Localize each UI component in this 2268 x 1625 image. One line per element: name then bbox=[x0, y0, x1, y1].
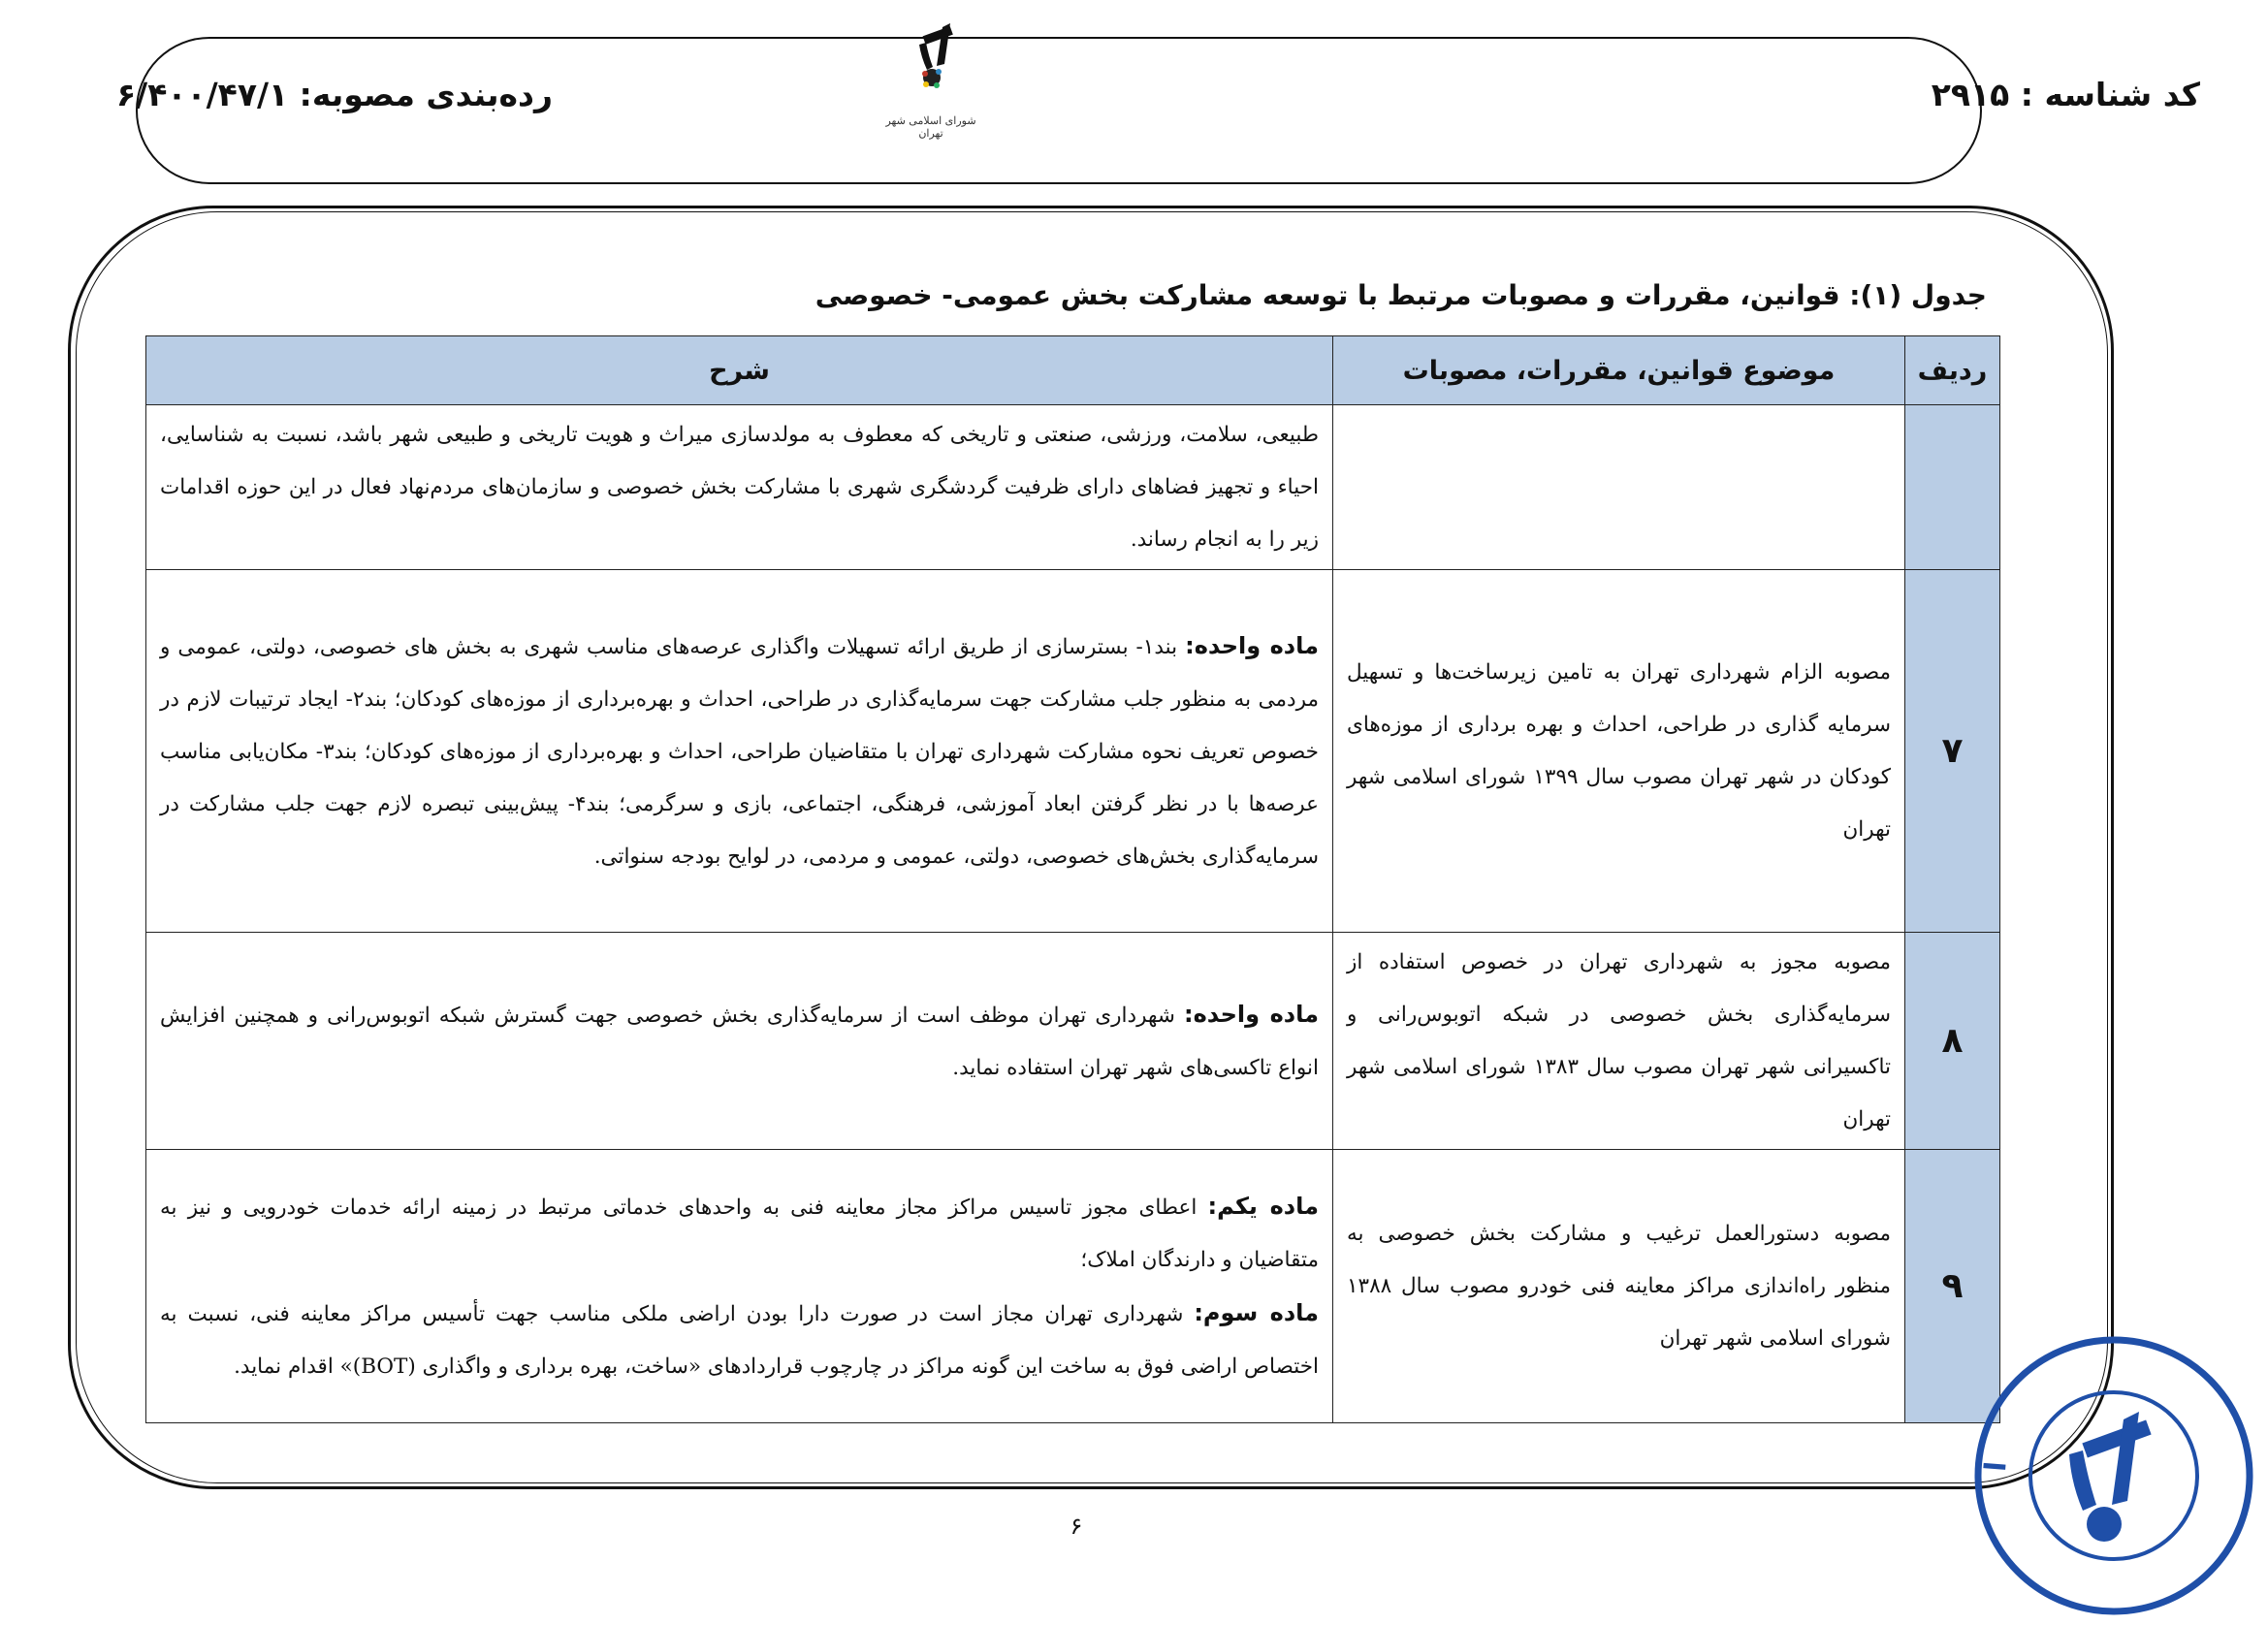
row-subject bbox=[1333, 405, 1905, 570]
description-text: بند۱- بسترسازی از طریق ارائه تسهیلات واگذاری عرصه‌های مناسب شهری به بخش های خصوصی، دولتی، عمومی و مردمی به منظور جلب مشارکت جهت سرمایه‌گذاری در طراحی، احداث و بهره‌برداری از موزه‌های کودکان؛ بند۲- ایجاد ترتیبات لازم در خصوص تعریف نحوه مشارکت شهرداری تهران با متقاضیان طراحی، احداث و بهره‌برداری از موزه‌های کودکان؛ بند۳- مکان‌یابی مناسب عرصه‌ها با در نظر گرفتن ابعاد آموزشی، فرهنگی، اجتماعی، بازی و سرگرمی؛ بند۴- پیش‌بینی تبصره لازم جهت جلب مشارکت در سرمایه‌گذاری بخش‌های خصوصی، دولتی، عمومی و مردمی، در لوایح بودجه سنواتی. bbox=[160, 634, 1319, 869]
row-subject: مصوبه الزام شهرداری تهران به تامین زیرساخت‌ها و تسهیل سرمایه گذاری در طراحی، احداث و بهره برداری از موزه‌های کودکان در شهر تهران مصوب سال ۱۳۹۹ شورای اسلامی شهر تهران bbox=[1333, 570, 1905, 933]
article-label: ماده واحده: bbox=[1185, 631, 1319, 659]
seal-stamp-icon bbox=[1968, 1330, 2259, 1621]
logo-caption: شورای اسلامی شهر تهران bbox=[885, 114, 976, 140]
table-row bbox=[146, 405, 2000, 570]
row-description bbox=[146, 570, 1333, 933]
seal-text: ا bbox=[1979, 1460, 2014, 1474]
column-header-subject: موضوع قوانین، مقررات، مصوبات bbox=[1333, 336, 1905, 405]
council-logo bbox=[873, 14, 989, 140]
row-number bbox=[1905, 405, 2000, 570]
row-description bbox=[146, 1150, 1333, 1423]
document-code: کد شناسه : ۲۹۱۵ bbox=[1931, 76, 2200, 113]
row-subject: مصوبه دستورالعمل ترغیب و مشارکت بخش خصوصی به منظور راه‌اندازی مراکز معاینه فنی خودرو مصوب سال ۱۳۸۸ شورای اسلامی شهر تهران bbox=[1333, 1150, 1905, 1423]
description-text: طبیعی، سلامت، ورزشی، صنعتی و تاریخی که معطوف به مولدسازی میراث و هویت تاریخی و طبیعی شهر باشد، نسبت به شناسایی، احیاء و تجهیز فضاهای دارای ظرفیت گردشگری شهری با مشارکت بخش خصوصی و سازمان‌های مردم‌نهاد فعال در این حوزه اقدامات زیر را به انجام رساند. bbox=[160, 422, 1319, 552]
resolution-classification: رده‌بندی مصوبه: ۶/۴۰۰/۴۷/۱ bbox=[116, 76, 553, 113]
row-number: ۷ bbox=[1905, 570, 2000, 933]
row-number: ۸ bbox=[1905, 933, 2000, 1150]
row-description bbox=[146, 405, 1333, 570]
table-row bbox=[146, 570, 2000, 933]
table-row bbox=[146, 933, 2000, 1150]
column-header-row-number: ردیف bbox=[1905, 336, 2000, 405]
article-label: ماده یکم: bbox=[1207, 1192, 1319, 1220]
column-header-description: شرح bbox=[146, 336, 1333, 405]
description-text: اعطای مجوز تاسیس مراکز مجاز معاینه فنی به واحدهای خدماتی مرتبط در زمینه ارائه خدمات خودرویی و نیز به متقاضیان و دارندگان املاک؛ bbox=[160, 1195, 1319, 1272]
official-seal bbox=[1968, 1330, 2259, 1621]
row-description bbox=[146, 933, 1333, 1150]
svg-text:اداره مصوبات شورای اسلامی شهر bbox=[1968, 1330, 2014, 1473]
description-text: شهرداری تهران موظف است از سرمایه‌گذاری بخش خصوصی جهت گسترش شبکه اتوبوس‌رانی و همچنین افزایش انواع تاکسی‌های شهر تهران استفاده نماید. bbox=[160, 1003, 1319, 1080]
row-subject: مصوبه مجوز به شهرداری تهران در خصوص استفاده از سرمایه‌گذاری بخش خصوصی در شبکه اتوبوس‌رانی و تاکسیرانی شهر تهران مصوب سال ۱۳۸۳ شورای اسلامی شهر تهران bbox=[1333, 933, 1905, 1150]
table-row bbox=[146, 1150, 2000, 1423]
regulations-table bbox=[145, 335, 2000, 1423]
row-number: ۹ bbox=[1905, 1150, 2000, 1423]
article-label: ماده واحده: bbox=[1183, 1000, 1319, 1028]
page-number: ۶ bbox=[1070, 1513, 1083, 1540]
table-title: جدول (۱): قوانین، مقررات و مصوبات مرتبط با توسعه مشارکت بخش عمومی- خصوصی bbox=[815, 279, 1987, 311]
article-label: ماده سوم: bbox=[1194, 1298, 1320, 1326]
council-logo-icon bbox=[873, 14, 989, 111]
description-text: شهرداری تهران مجاز است در صورت دارا بودن اراضی ملکی مناسب جهت تأسیس مراکز معاینه فنی، نسبت به اختصاص اراضی فوق به ساخت این گونه مراکز در چارچوب قراردادهای «ساخت، بهره برداری و واگذاری (BOT)» اقدام نماید. bbox=[160, 1301, 1319, 1379]
table-header-row bbox=[146, 336, 2000, 405]
